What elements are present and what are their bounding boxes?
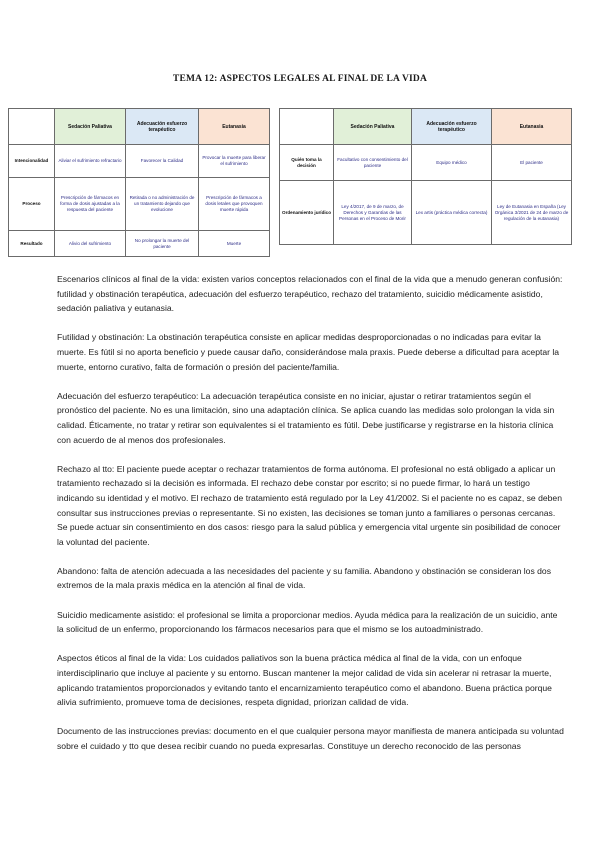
- paragraph-instrucciones-previas: Documento de las instrucciones previas: documento en el que cualquier persona mayor manifiesta de manera anticipada su voluntad sobre el cuidado y tto que desea recibir cuando no pueda expresarlas. Constituye un derecho reconocido de las personas: [57, 726, 564, 751]
- table-cell: Prescripción de fármacos a dosis letales que provoquen muerte rápida: [199, 178, 270, 231]
- header-eutanasia: Eutanasia: [492, 109, 572, 145]
- table-header-row: [9, 109, 270, 145]
- row-label: Intencionalidad: [9, 145, 55, 178]
- paragraph-rechazo: Rechazo al tto: El paciente puede aceptar o rechazar tratamientos de forma autónoma. El profesional no está obligado a aplicar un tratamiento rechazado si la decisión es informada. El rechazo debe constar por escrito; si no puede firmar, lo hará un testigo indicando su identidad y el motivo. El rechazo de tratamiento está regulado por la Ley 41/2002. Si el paciente no es capaz, se deben consultar sus instrucciones previas o representante. Si no existen, las decisiones se toman junto a familiares o personas cercanas. Se puede actuar sin consentimiento en dos casos: riesgo para la salud pública y emergencia vital urgente sin posibilidad de conocer la voluntad del paciente.: [57, 463, 562, 547]
- table-cell: Prescripción de fármacos en forma de dosis ajustadas a la respuesta del paciente: [55, 178, 126, 231]
- header-sedacion: Sedación Paliativa: [55, 109, 126, 145]
- row-label: Quién toma la decisión: [280, 145, 334, 181]
- row-label: Proceso: [9, 178, 55, 231]
- header-adecuacion: Adecuación esfuerzo terapéutico: [126, 109, 199, 145]
- paragraph-abandono: Abandono: falta de atención adecuada a las necesidades del paciente y su familia. Abandono y obstinación se consideran los dos extremos de la mala praxis médica en la atención al final de vida.: [57, 565, 552, 591]
- page-title: TEMA 12: ASPECTOS LEGALES AL FINAL DE LA VIDA: [172, 74, 428, 84]
- body-text: [57, 272, 565, 768]
- row-label: Resultado: [9, 231, 55, 257]
- header-eutanasia: Eutanasia: [199, 109, 270, 145]
- paragraph-aspectos-eticos: Aspectos éticos al final de la vida: Los cuidados paliativos son la buena práctica médica al final de la vida, con un enfoque interdisciplinario que incluye al paciente y su entorno. Buscan mantener la mejor calidad de vida sin acelerar ni retrasar la muerte, aplicando tratamientos proporcionados y evitando tanto el encarnizamiento terapéutico como el abandono. Buena práctica porque alivia sufrimiento, promueve toma de decisiones, respeta dignidad, priorizan calidad de vida.: [57, 653, 552, 708]
- paragraph-escenarios: Escenarios clínicos al final de la vida: existen varios conceptos relacionados con el final de la vida que a menudo generan confusión: futilidad y obstinación terapéutica, adecuación del esfuerzo terapéutico, rechazo del tratamiento, suicidio médicamente asistido, sedación paliativa y eutanasia.: [57, 274, 563, 314]
- paragraph-adecuacion: Adecuación del esfuerzo terapéutico: La adecuación terapéutica consiste en no iniciar, ajustar o retirar tratamientos según el pronóstico del paciente. No es una limitación, sino una adaptación clínica. Se aplica cuando las medidas solo prolongan la vida sin calidad. Éticamente, no tratar y retirar son equivalentes si el tratamiento es fútil. Debe justificarse y registrarse en la historia clínica con acuerdo de al menos dos profesionales.: [57, 390, 555, 445]
- table-cell: Favorecer la Calidad: [126, 145, 199, 178]
- table-cell: Provocar la muerte para liberar el sufrimiento: [199, 145, 270, 178]
- table-row: [9, 231, 270, 257]
- comparison-table-right: [279, 108, 572, 245]
- table-row: [280, 145, 572, 181]
- table-cell: Facultativo con consentimiento del paciente: [334, 145, 412, 181]
- table-cell: Alivio del sufrimiento: [55, 231, 126, 257]
- paragraph-futilidad: Futilidad y obstinación: La obstinación terapéutica consiste en aplicar medidas desproporcionadas o no indicadas para evitar la muerte. Es fútil si no aporta beneficio y puede causar daño, considerándose mala praxis. Puede deberse a dificultad para aceptar la muerte, entorno curativo, falta de formación o presión del paciente/familia.: [57, 332, 560, 372]
- table-cell: El paciente: [492, 145, 572, 181]
- table-cell: Equipo médico: [412, 145, 492, 181]
- header-cell-empty: [9, 109, 55, 145]
- table-cell: Aliviar el sufrimiento refractario: [55, 145, 126, 178]
- comparison-table-left: [8, 108, 270, 257]
- table-cell: Ley de Eutanasia en España (Ley Orgánica 3/2021 de 24 de marzo de regulación de la eutanasia): [492, 181, 572, 245]
- table-cell: Retirada o no administración de un tratamiento dejando que evolucione: [126, 178, 199, 231]
- paragraph-suicidio: Suicidio medicamente asistido: el profesional se limita a proporcionar medios. Ayuda médica para la realización de un suicidio, ante la solicitud de un enfermo, proporcionando los fármacos necesarios para que el mismo se los autoadministrado.: [57, 609, 558, 635]
- header-sedacion: Sedación Paliativa: [334, 109, 412, 145]
- row-label: Ordenamiento jurídico: [280, 181, 334, 245]
- table-cell: Lex artis (práctica médica correcta): [412, 181, 492, 245]
- table-cell: No prolongar la muerte del paciente: [126, 231, 199, 257]
- header-cell-empty: [280, 109, 334, 145]
- table-cell: Muerte: [199, 231, 270, 257]
- header-adecuacion: Adecuación esfuerzo terapéutico: [412, 109, 492, 145]
- table-row: [9, 178, 270, 231]
- table-row: [280, 181, 572, 245]
- table-row: [9, 145, 270, 178]
- table-header-row: [280, 109, 572, 145]
- table-cell: Ley 4/2017, de 9 de marzo, de Derechos y Garantías de las Personas en el Proceso de Morir: [334, 181, 412, 245]
